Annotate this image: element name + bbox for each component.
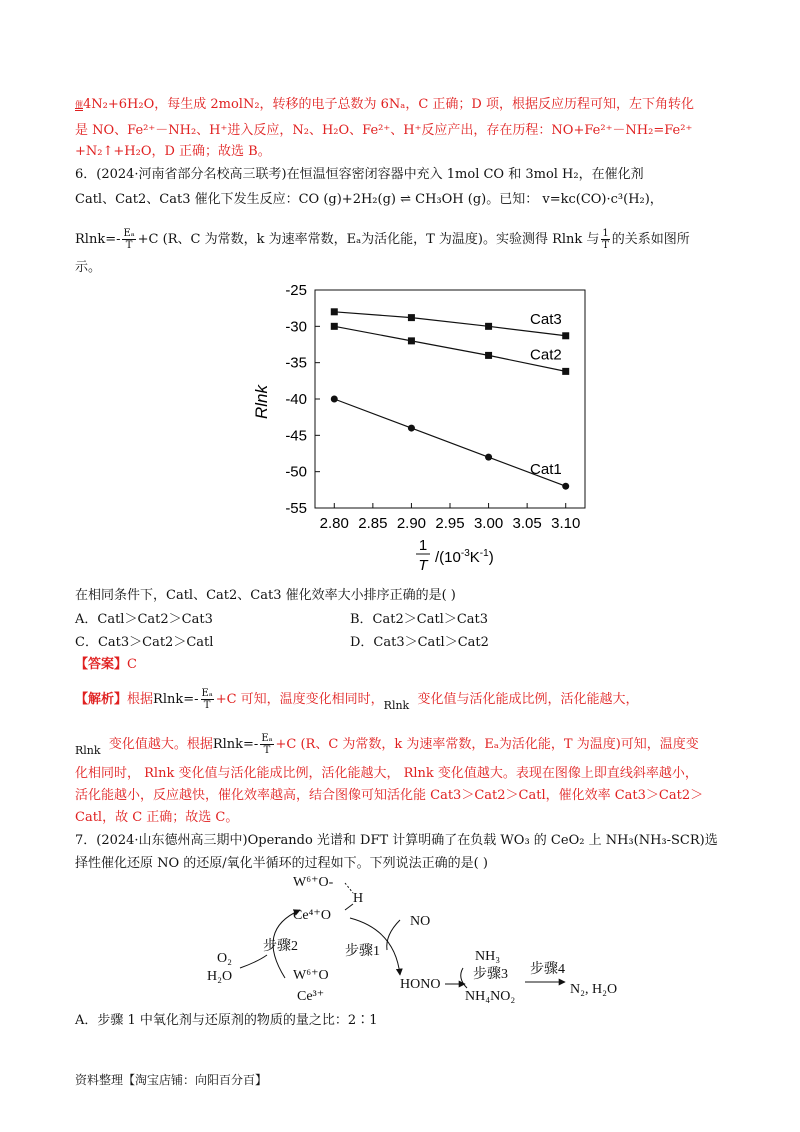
series-label-cat3: Cat3 xyxy=(530,310,562,328)
data-point-cat1 xyxy=(408,425,415,432)
y-tick-label: -45 xyxy=(285,427,307,445)
nh3-in-arrow xyxy=(461,968,467,988)
step1-label: 步骤1 xyxy=(345,944,380,959)
prev-answer-line3: +N₂↑+H₂O，D 正确；故选 B。 xyxy=(75,144,271,159)
y-tick-label: -55 xyxy=(285,500,307,517)
o2-h2o-arrow xyxy=(240,955,267,968)
data-point-cat3 xyxy=(331,308,338,315)
y-tick-label: -40 xyxy=(285,391,307,408)
step4-label: 步骤4 xyxy=(530,962,565,977)
prev-answer-line1: $^催$4N₂+6H₂O，每生成 2molN₂，转移的电子总数为 6Nₐ，C 正确；D 项，根据反应历程可知，左下角转化 xyxy=(75,97,694,112)
y-axis-label: Rlnk xyxy=(252,384,271,420)
o2-label: O₂ xyxy=(217,951,232,966)
data-point-cat2 xyxy=(331,323,338,330)
products-label: N₂, H₂O xyxy=(570,982,618,997)
no-label: NO xyxy=(410,914,431,929)
data-point-cat3 xyxy=(408,314,415,321)
top-w-label: W⁶⁺O- xyxy=(293,875,334,890)
q7-stem-line2: 择性催化还原 NO 的还原/氧化半循环的过程如下。下列说法正确的是( ) xyxy=(75,856,488,871)
data-point-cat3 xyxy=(485,323,492,330)
analysis-line3: 化相同时， Rlnk 变化值与活化能成比例，活化能越大， Rlnk 变化值越大。表现在图像上即直线斜率越小， xyxy=(75,766,698,781)
option-a: A．Catl＞Cat2＞Cat3 xyxy=(75,612,213,627)
y-tick-label: -30 xyxy=(285,318,307,336)
q6-stem-line4: 示。 xyxy=(75,260,102,275)
hono-label: HONO xyxy=(400,977,441,992)
x-tick-label: 2.90 xyxy=(396,515,427,532)
q7-option-a: A．步骤 1 中氧化剂与还原剂的物质的量之比：2∶1 xyxy=(75,1013,378,1028)
q6-stem-line3: Rlnk=- $\frac{\text{Eₐ}}{T}$ +C (R、C 为常数，k 为速率常数，Eₐ为活化能，T 为温度)。实验测得 Rlnk 与 $\frac{1}{T}$ 的关系如图所 xyxy=(75,228,690,251)
x-axis-label xyxy=(416,537,494,574)
data-point-cat3 xyxy=(562,332,569,339)
q6-stem-line2: Catl、Cat2、Cat3 催化下发生反应：CO (g)+2H₂(g) ⇌ CH₃OH (g)。已知： v=kc(CO)·c³(H₂)， xyxy=(75,192,663,207)
nh4no2-label: NH₄NO₂ xyxy=(465,989,516,1004)
analysis-line2: $_{Rlnk}$ 变化值越大。根据Rlnk=- $\frac{\text{Eₐ}}{T}$ +C (R、C 为常数，k 为速率常数，Eₐ为活化能，T 为温度)可知，温度变 xyxy=(75,733,699,757)
data-series xyxy=(331,308,569,489)
catalyst-eq-mark: 催 xyxy=(75,100,83,109)
svg-text:/(10-3K-1): $/(10^{-3}K^{-1})$ xyxy=(435,548,494,566)
analysis-line1: 【解析】根据Rlnk=- $\frac{\text{Eₐ}}{T}$ +C 可知，温度变化相同时，$_{Rlnk}$ 变化值与活化能成比例，活化能越大， xyxy=(75,688,639,712)
data-point-cat1 xyxy=(485,454,492,461)
analysis-line5: Catl，故 C 正确；故选 C。 xyxy=(75,810,239,825)
y-tick-label: -35 xyxy=(285,354,307,372)
x-tick-label: 2.85 xyxy=(358,515,388,532)
footer-source: 资料整理【淘宝店铺：向阳百分百】 xyxy=(75,1073,268,1087)
h2o-label: H₂O xyxy=(207,969,233,984)
x-tick-label: 2.95 xyxy=(435,515,465,532)
q6-question: 在相同条件下，Catl、Cat2、Cat3 催化效率大小排序正确的是( ) xyxy=(75,588,456,603)
data-point-cat2 xyxy=(408,337,415,344)
nh3-label: NH₃ xyxy=(475,949,501,964)
data-point-cat2 xyxy=(485,352,492,359)
series-label-cat1: Cat1 xyxy=(530,461,562,479)
top-ce-label: Ce⁴⁺O xyxy=(293,908,331,923)
y-tick-label: -25 xyxy=(285,282,307,299)
q7-stem-line1: 7．(2024·山东德州高三期中)Operando 光谱和 DFT 计算明确了在负载 WO₃ 的 CeO₂ 上 NH₃(NH₃-SCR)选 xyxy=(75,833,718,848)
x-tick-label: 3.10 xyxy=(551,515,581,532)
data-point-cat1 xyxy=(562,483,569,490)
x-tick-label: 2.80 xyxy=(319,515,349,532)
option-d: D．Cat3＞Catl＞Cat2 xyxy=(350,635,489,650)
analysis-line4: 活化能越小，反应越快，催化效率越高，结合图像可知活化能 Cat3＞Cat2＞Catl，催化效率 Cat3＞Cat2＞ xyxy=(75,788,704,803)
bottom-w-label: W⁶⁺O xyxy=(293,968,329,983)
ea-over-t-fraction: $\frac{\text{Eₐ}}{T}$ xyxy=(123,228,135,251)
rlnk-vs-inverse-t-chart xyxy=(245,280,605,580)
y-tick-label: -50 xyxy=(285,463,307,481)
prev-answer-line2: 是 NO、Fe²⁺－NH₂、H⁺进入反应，N₂、H₂O、Fe²⁺、H⁺反应产出，存在历程：NO+Fe²⁺－NH₂=Fe²⁺ xyxy=(75,123,693,138)
x-tick-label: 3.05 xyxy=(512,515,542,532)
svg-text:T: T xyxy=(418,557,428,574)
answer-line: 【答案】C xyxy=(75,657,137,672)
step2-label: 步骤2 xyxy=(263,939,298,954)
data-point-cat1 xyxy=(331,396,338,403)
top-h-label: H xyxy=(353,891,364,906)
option-c: C．Cat3＞Cat2＞Catl xyxy=(75,635,214,650)
svg-text:1: 1 xyxy=(418,537,428,554)
data-point-cat2 xyxy=(562,368,569,375)
option-b: B．Cat2＞Catl＞Cat3 xyxy=(350,612,489,627)
reaction-cycle-diagram xyxy=(195,870,655,1005)
bottom-ce-label: Ce³⁺ xyxy=(297,989,325,1004)
x-tick-label: 3.00 xyxy=(473,515,504,532)
series-label-cat2: Cat2 xyxy=(530,346,562,364)
q6-stem-line1: 6．(2024·河南省部分名校高三联考)在恒温恒容密闭容器中充入 1mol CO 和 3mol H₂，在催化剂 xyxy=(75,167,644,182)
step3-label: 步骤3 xyxy=(473,967,508,982)
one-over-t-fraction: $\frac{1}{T}$ xyxy=(602,228,609,251)
no-in-arrow xyxy=(387,920,400,950)
